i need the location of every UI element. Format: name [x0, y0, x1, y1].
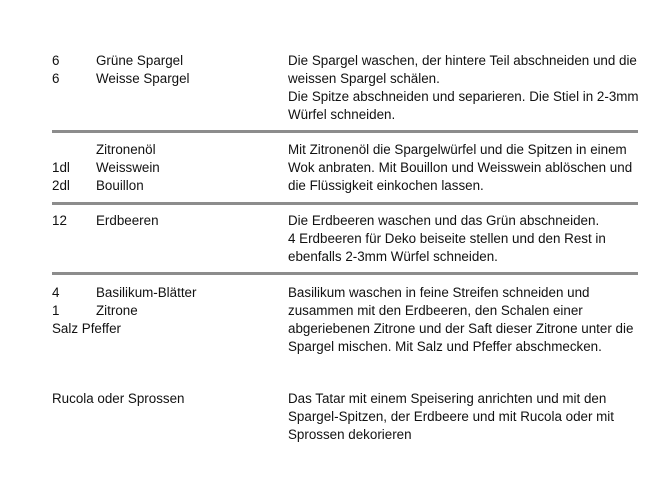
instruction-line: Die Spargel waschen, der hintere Teil abschneiden und die	[288, 53, 637, 68]
instruction-line: Sprossen dekorieren	[288, 427, 412, 442]
section-divider	[52, 202, 638, 205]
instruction-text	[288, 52, 650, 124]
ingredient-row	[52, 52, 282, 70]
section-divider	[52, 130, 638, 133]
ingredient-list	[52, 52, 282, 88]
instruction-line: Würfel schneiden.	[288, 107, 396, 122]
instruction-line: Das Tatar mit einem Speisering anrichten und mit den	[288, 391, 607, 406]
instruction-line: abgeriebenen Zitrone und der Saft dieser Zitrone unter die	[288, 321, 634, 336]
ingredient-name: Grüne Spargel	[96, 53, 184, 68]
ingredient-row	[52, 70, 282, 88]
ingredient-row	[52, 302, 282, 320]
ingredient-list	[52, 390, 282, 408]
ingredient-quantity: 1dl	[52, 160, 70, 175]
ingredient-row	[52, 284, 282, 302]
ingredient-quantity: 12	[52, 213, 67, 228]
ingredient-name: Weisse Spargel	[96, 71, 190, 86]
instruction-line: Basilikum waschen in feine Streifen schneiden und	[288, 285, 590, 300]
ingredient-row	[52, 159, 282, 177]
instruction-line: weissen Spargel schälen.	[288, 71, 440, 86]
instruction-line: zusammen mit den Erdbeeren, den Schalen einer	[288, 303, 583, 318]
ingredient-name: Weisswein	[96, 160, 160, 175]
ingredient-quantity: 6	[52, 71, 60, 86]
instruction-line: Spargel-Spitzen, der Erdbeere und mit Rucola oder mit	[288, 409, 615, 424]
section-divider	[52, 272, 638, 275]
instruction-line: die Flüssigkeit einkochen lassen.	[288, 178, 484, 193]
ingredient-quantity: 1	[52, 303, 60, 318]
instruction-text	[288, 141, 650, 195]
ingredient-row	[52, 177, 282, 195]
ingredient-row	[52, 212, 282, 230]
ingredient-name: Salz Pfeffer	[52, 321, 121, 336]
ingredient-list	[52, 284, 282, 338]
ingredient-quantity: 4	[52, 285, 60, 300]
instruction-line: Die Erdbeeren waschen und das Grün abschneiden.	[288, 213, 600, 228]
ingredient-name: Bouillon	[96, 178, 144, 193]
instruction-text	[288, 284, 650, 356]
ingredient-name: Zitrone	[96, 303, 138, 318]
ingredient-list	[52, 212, 282, 230]
ingredient-list	[52, 141, 282, 195]
ingredient-name: Zitronenöl	[96, 142, 156, 157]
ingredient-quantity: 6	[52, 53, 60, 68]
ingredient-row	[52, 320, 282, 338]
instruction-text	[288, 390, 650, 444]
ingredient-name: Basilikum-Blätter	[96, 285, 197, 300]
instruction-text	[288, 212, 650, 266]
instruction-line: 4 Erdbeeren für Deko beiseite stellen und den Rest in	[288, 231, 606, 246]
ingredient-name: Rucola oder Sprossen	[52, 391, 185, 406]
ingredient-name: Erdbeeren	[96, 213, 159, 228]
ingredient-row	[52, 141, 282, 159]
instruction-line: Mit Zitronenöl die Spargelwürfel und die Spitzen in einem	[288, 142, 627, 157]
instruction-line: Spargel mischen. Mit Salz und Pfeffer abschmecken.	[288, 339, 602, 354]
instruction-line: Die Spitze abschneiden und separieren. Die Stiel in 2-3mm	[288, 89, 639, 104]
ingredient-row	[52, 390, 282, 408]
instruction-line: Wok anbraten. Mit Bouillon und Weisswein ablöschen und	[288, 160, 633, 175]
ingredient-quantity: 2dl	[52, 178, 70, 193]
instruction-line: ebenfalls 2-3mm Würfel schneiden.	[288, 249, 498, 264]
